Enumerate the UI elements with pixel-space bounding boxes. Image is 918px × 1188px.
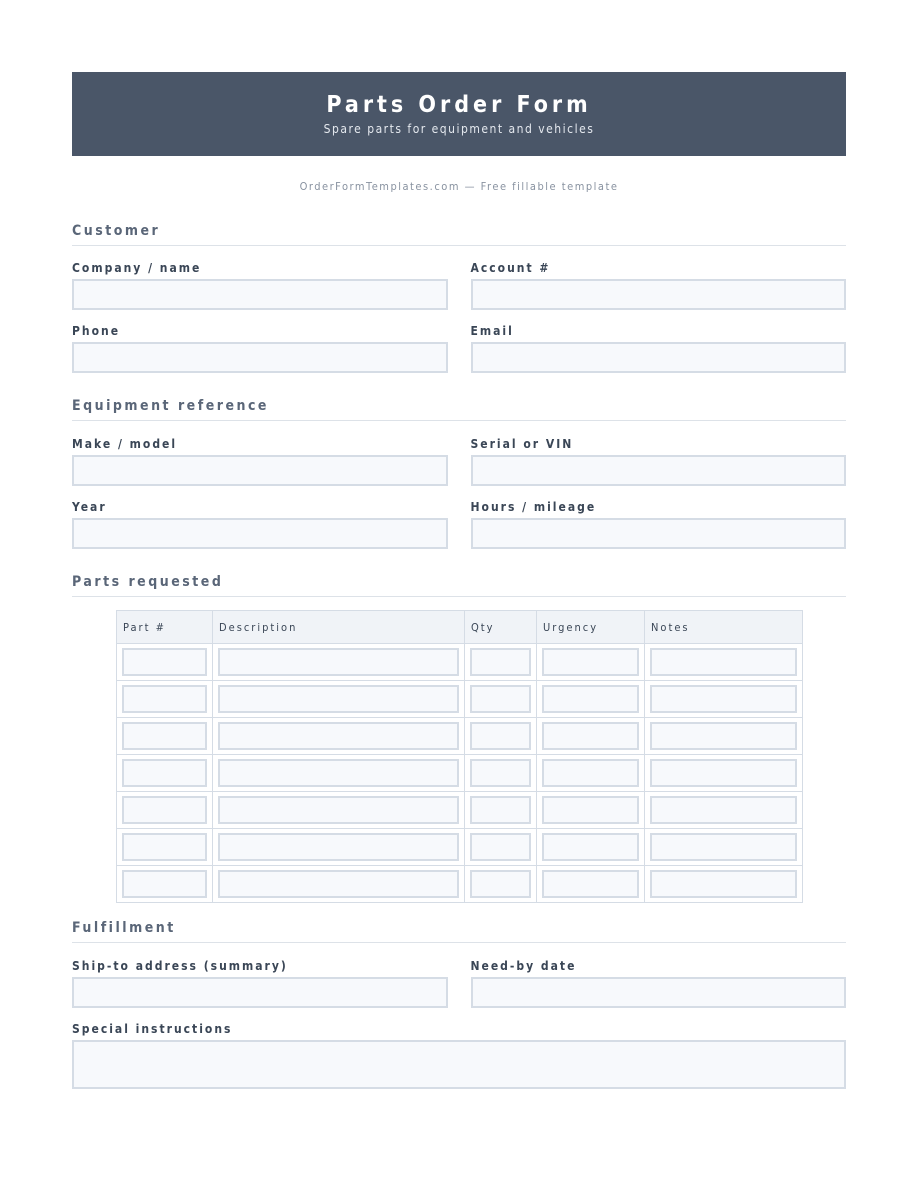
table-cell bbox=[213, 681, 465, 718]
urgency-input[interactable] bbox=[542, 759, 639, 787]
table-cell bbox=[465, 829, 537, 866]
part-number-input[interactable] bbox=[122, 870, 207, 898]
fulfillment-row-2 bbox=[72, 1022, 846, 1089]
table-cell bbox=[537, 681, 645, 718]
qty-input[interactable] bbox=[470, 870, 531, 898]
company-name-field[interactable] bbox=[72, 279, 448, 310]
notes-input[interactable] bbox=[650, 759, 797, 787]
order-form-page bbox=[72, 72, 846, 1036]
customer-section bbox=[72, 223, 846, 246]
parts-table-header bbox=[117, 611, 803, 644]
column-header-notes: Notes bbox=[645, 611, 803, 644]
year-field[interactable] bbox=[72, 518, 448, 549]
equipment-section bbox=[72, 398, 846, 421]
urgency-input[interactable] bbox=[542, 870, 639, 898]
table-cell bbox=[537, 866, 645, 903]
description-input[interactable] bbox=[218, 648, 459, 676]
customer-row-1 bbox=[72, 261, 846, 310]
qty-input[interactable] bbox=[470, 833, 531, 861]
table-row bbox=[117, 866, 803, 903]
form-title: Parts Order Form bbox=[326, 92, 592, 118]
urgency-input[interactable] bbox=[542, 796, 639, 824]
part-number-input[interactable] bbox=[122, 722, 207, 750]
table-cell bbox=[213, 718, 465, 755]
table-cell bbox=[645, 681, 803, 718]
year-label: Year bbox=[72, 500, 107, 514]
table-cell bbox=[117, 866, 213, 903]
table-row bbox=[117, 681, 803, 718]
qty-input[interactable] bbox=[470, 685, 531, 713]
description-input[interactable] bbox=[218, 796, 459, 824]
part-number-input[interactable] bbox=[122, 833, 207, 861]
serial-vin-label: Serial or VIN bbox=[470, 437, 574, 451]
qty-input[interactable] bbox=[470, 796, 531, 824]
description-input[interactable] bbox=[218, 870, 459, 898]
description-input[interactable] bbox=[218, 833, 459, 861]
source-line: OrderFormTemplates.com — Free fillable template bbox=[299, 180, 619, 193]
parts-section bbox=[72, 574, 846, 597]
account-number-field[interactable] bbox=[471, 279, 847, 310]
description-input[interactable] bbox=[218, 759, 459, 787]
table-cell bbox=[645, 718, 803, 755]
notes-input[interactable] bbox=[650, 796, 797, 824]
qty-input[interactable] bbox=[470, 722, 531, 750]
table-cell bbox=[645, 829, 803, 866]
email-field[interactable] bbox=[471, 342, 847, 373]
table-cell bbox=[465, 681, 537, 718]
description-input[interactable] bbox=[218, 685, 459, 713]
table-cell bbox=[537, 792, 645, 829]
table-cell bbox=[645, 866, 803, 903]
need-by-date-label: Need-by date bbox=[470, 959, 577, 973]
part-number-input[interactable] bbox=[122, 685, 207, 713]
table-cell bbox=[465, 718, 537, 755]
special-instructions-field[interactable] bbox=[72, 1040, 846, 1089]
hours-mileage-field[interactable] bbox=[471, 518, 847, 549]
special-instructions-label: Special instructions bbox=[72, 1022, 233, 1036]
equipment-section-title: Equipment reference bbox=[72, 398, 846, 421]
table-cell bbox=[465, 644, 537, 681]
table-cell bbox=[213, 792, 465, 829]
equipment-row-1 bbox=[72, 437, 846, 486]
column-header-qty: Qty bbox=[465, 611, 537, 644]
company-name-label: Company / name bbox=[72, 261, 202, 275]
table-row bbox=[117, 718, 803, 755]
customer-row-2 bbox=[72, 324, 846, 373]
table-row bbox=[117, 755, 803, 792]
part-number-input[interactable] bbox=[122, 648, 207, 676]
table-row bbox=[117, 829, 803, 866]
make-model-label: Make / model bbox=[72, 437, 178, 451]
parts-table bbox=[116, 610, 803, 903]
part-number-input[interactable] bbox=[122, 796, 207, 824]
form-header bbox=[72, 72, 846, 156]
urgency-input[interactable] bbox=[542, 685, 639, 713]
urgency-input[interactable] bbox=[542, 833, 639, 861]
need-by-date-field[interactable] bbox=[471, 977, 847, 1008]
urgency-input[interactable] bbox=[542, 648, 639, 676]
table-cell bbox=[117, 644, 213, 681]
table-cell bbox=[645, 755, 803, 792]
form-subtitle: Spare parts for equipment and vehicles bbox=[323, 122, 595, 136]
table-cell bbox=[537, 755, 645, 792]
account-number-label: Account # bbox=[470, 261, 551, 275]
email-label: Email bbox=[470, 324, 514, 338]
notes-input[interactable] bbox=[650, 833, 797, 861]
parts-section-title: Parts requested bbox=[72, 574, 846, 597]
notes-input[interactable] bbox=[650, 685, 797, 713]
ship-to-field[interactable] bbox=[72, 977, 448, 1008]
table-cell bbox=[645, 644, 803, 681]
table-cell bbox=[117, 718, 213, 755]
qty-input[interactable] bbox=[470, 648, 531, 676]
qty-input[interactable] bbox=[470, 759, 531, 787]
notes-input[interactable] bbox=[650, 648, 797, 676]
customer-section-title: Customer bbox=[72, 223, 846, 246]
table-cell bbox=[117, 792, 213, 829]
description-input[interactable] bbox=[218, 722, 459, 750]
fulfillment-section bbox=[72, 920, 846, 943]
part-number-input[interactable] bbox=[122, 759, 207, 787]
notes-input[interactable] bbox=[650, 722, 797, 750]
table-cell bbox=[213, 866, 465, 903]
equipment-row-2 bbox=[72, 500, 846, 549]
fulfillment-section-title: Fulfillment bbox=[72, 920, 846, 943]
table-row bbox=[117, 792, 803, 829]
make-model-field[interactable] bbox=[72, 455, 448, 486]
table-cell bbox=[465, 755, 537, 792]
fulfillment-row-1 bbox=[72, 959, 846, 1008]
phone-label: Phone bbox=[72, 324, 121, 338]
ship-to-label: Ship-to address (summary) bbox=[72, 959, 288, 973]
table-cell bbox=[537, 829, 645, 866]
table-cell bbox=[465, 792, 537, 829]
table-cell bbox=[537, 644, 645, 681]
column-header-urgency: Urgency bbox=[537, 611, 645, 644]
hours-mileage-label: Hours / mileage bbox=[470, 500, 597, 514]
table-cell bbox=[465, 866, 537, 903]
table-cell bbox=[213, 755, 465, 792]
column-header-part-number: Part # bbox=[117, 611, 213, 644]
notes-input[interactable] bbox=[650, 870, 797, 898]
table-cell bbox=[213, 829, 465, 866]
table-cell bbox=[117, 755, 213, 792]
table-cell bbox=[117, 829, 213, 866]
parts-table-body bbox=[117, 644, 803, 903]
serial-vin-field[interactable] bbox=[471, 455, 847, 486]
table-cell bbox=[213, 644, 465, 681]
table-cell bbox=[645, 792, 803, 829]
phone-field[interactable] bbox=[72, 342, 448, 373]
column-header-description: Description bbox=[213, 611, 465, 644]
table-cell bbox=[537, 718, 645, 755]
table-row bbox=[117, 644, 803, 681]
table-cell bbox=[117, 681, 213, 718]
urgency-input[interactable] bbox=[542, 722, 639, 750]
